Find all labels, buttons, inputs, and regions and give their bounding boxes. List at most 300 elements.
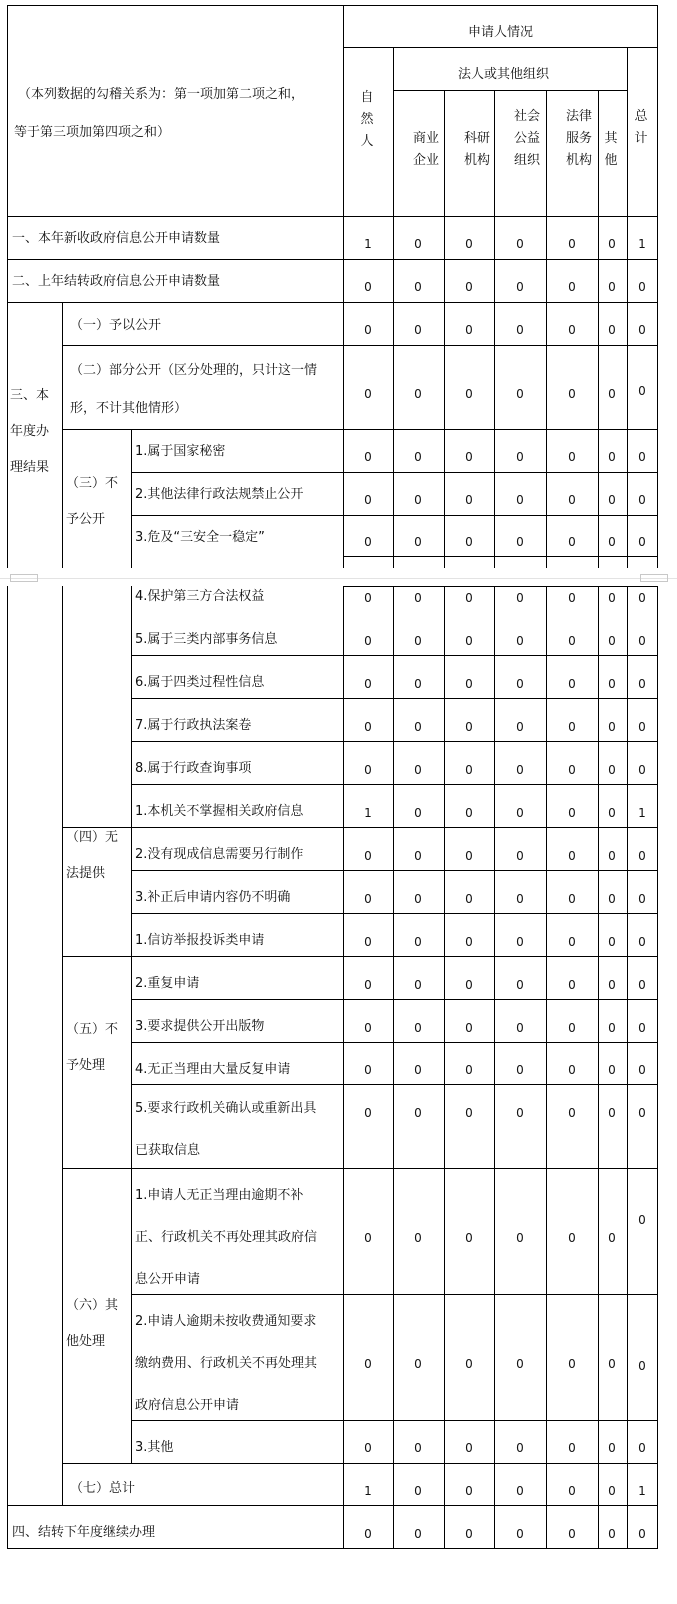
col-line-4 (546, 90, 547, 569)
label-line-header (7, 216, 344, 217)
cell-row-24-col-6: 0 (638, 1527, 646, 1541)
cell-row-16-col-0: 0 (364, 978, 372, 992)
cell-row-2-col-1: 0 (414, 323, 422, 337)
cell-row-19-col-0: 0 (364, 1106, 372, 1120)
cell-row-21-col-3: 0 (516, 1357, 524, 1371)
cell-row-21-col-2: 0 (465, 1357, 473, 1371)
cell-row-20-col-3: 0 (516, 1231, 524, 1245)
row-label-17: 3.要求提供公开出版物 (135, 1019, 265, 1034)
cell-row-6-col-0: 0 (364, 535, 372, 549)
cell-row-11-col-3: 0 (516, 763, 524, 777)
cell-row-13-col-6: 0 (638, 849, 646, 863)
cell-row-19-col-6: 0 (638, 1106, 646, 1120)
cell-row-8-col-0: 0 (364, 634, 372, 648)
label-vline-g3 (131, 429, 132, 569)
row-line (343, 1505, 658, 1506)
cell-row-10-col-1: 0 (414, 720, 422, 734)
cell-row-5-col-1: 0 (414, 493, 422, 507)
cell-row-3-col-2: 0 (465, 387, 473, 401)
cell-row-19-col-3: 0 (516, 1106, 524, 1120)
cell-row-14-col-6: 0 (638, 892, 646, 906)
cell-row-7-col-0: 0 (364, 591, 372, 605)
cell-row-16-col-4: 0 (568, 978, 576, 992)
cell-row-10-col-3: 0 (516, 720, 524, 734)
cell-row-20-col-0: 0 (364, 1231, 372, 1245)
row-line (343, 1168, 658, 1169)
cell-row-12-col-4: 0 (568, 806, 576, 820)
row-label-5: 2.其他法律行政法规禁止公开 (135, 487, 304, 502)
cell-row-4-col-4: 0 (568, 450, 576, 464)
cell-row-22-col-0: 0 (364, 1441, 372, 1455)
group-2-line-1: （二）部分公开（区分处理的，只计这一情 (70, 363, 318, 378)
row-line (343, 1294, 658, 1295)
col-line-b2 (444, 586, 445, 1549)
cell-row-18-col-3: 0 (516, 1063, 524, 1077)
page-break-line (0, 578, 677, 579)
cell-row-9-col-6: 0 (638, 677, 646, 691)
cell-row-0-col-3: 0 (516, 237, 524, 251)
cell-row-18-col-4: 0 (568, 1063, 576, 1077)
column-header-1: 商业企业 (412, 131, 439, 168)
cell-row-9-col-0: 0 (364, 677, 372, 691)
cell-row-15-col-5: 0 (608, 935, 616, 949)
cell-row-1-col-6: 0 (638, 280, 646, 294)
cell-row-7-col-1: 0 (414, 591, 422, 605)
cell-row-6-col-3: 0 (516, 535, 524, 549)
row-line (343, 1463, 658, 1464)
cell-row-3-col-0: 0 (364, 387, 372, 401)
cell-row-14-col-2: 0 (465, 892, 473, 906)
label-line-sub (131, 741, 344, 742)
cell-row-23-col-5: 0 (608, 1484, 616, 1498)
cell-row-3-col-6: 0 (638, 384, 646, 398)
table-right-border-2 (657, 586, 658, 1549)
cell-row-24-col-5: 0 (608, 1527, 616, 1541)
cell-row-23-col-6: 1 (638, 1484, 646, 1498)
page-break-marker-right (640, 574, 668, 582)
cell-row-13-col-0: 0 (364, 849, 372, 863)
cell-row-13-col-5: 0 (608, 849, 616, 863)
cell-row-20-col-6: 0 (638, 1213, 646, 1227)
cell-row-9-col-5: 0 (608, 677, 616, 691)
col-line-1b (393, 586, 394, 1549)
cell-row-9-col-2: 0 (465, 677, 473, 691)
cell-row-8-col-2: 0 (465, 634, 473, 648)
label-line-sub (131, 698, 344, 699)
cell-row-1-col-5: 0 (608, 280, 616, 294)
cell-row-7-col-6: 0 (638, 591, 646, 605)
col-line-7b (627, 586, 628, 1549)
column-header-6: 总计 (634, 109, 648, 146)
group-7-label: （七）总计 (70, 1481, 136, 1496)
row-label-21-line-2: 政府信息公开申请 (135, 1398, 240, 1413)
note-line-2: 等于第三项加第四项之和） (14, 125, 171, 140)
row-line (343, 741, 658, 742)
cell-row-5-col-5: 0 (608, 493, 616, 507)
cell-row-22-col-5: 0 (608, 1441, 616, 1455)
cell-row-1-col-4: 0 (568, 280, 576, 294)
row-line (343, 556, 658, 557)
cell-row-5-col-2: 0 (465, 493, 473, 507)
column-header-2: 科研机构 (463, 131, 490, 168)
label-line-sub (131, 515, 344, 516)
label-line-g1 (62, 345, 344, 346)
label-line-r1 (7, 259, 344, 260)
label-line-sub (131, 1294, 344, 1295)
cell-row-20-col-4: 0 (568, 1231, 576, 1245)
row-line (343, 870, 658, 871)
group-1-label: （一）予以公开 (70, 318, 162, 333)
cell-row-14-col-1: 0 (414, 892, 422, 906)
group-6-label: （六）其他处理 (66, 1298, 119, 1349)
row-line-page-start (343, 586, 658, 587)
cell-row-8-col-5: 0 (608, 634, 616, 648)
cell-row-7-col-3: 0 (516, 591, 524, 605)
table-top-border (7, 5, 658, 6)
cell-row-6-col-5: 0 (608, 535, 616, 549)
cell-row-3-col-5: 0 (608, 387, 616, 401)
row-label-24: 四、结转下年度继续办理 (12, 1525, 156, 1540)
row-label-21-line-1: 缴纳费用、行政机关不再处理其 (135, 1356, 318, 1371)
label-line-sub (131, 1042, 344, 1043)
cell-row-11-col-5: 0 (608, 763, 616, 777)
applicant-situation-header: 申请人情况 (468, 25, 534, 40)
row-label-18: 4.无正当理由大量反复申请 (135, 1062, 291, 1077)
col-line-5 (598, 90, 599, 569)
row-label-11: 8.属于行政查询事项 (135, 761, 252, 776)
label-vline-s3b (62, 586, 63, 1506)
label-vline-s3 (62, 302, 63, 569)
row-line (343, 1084, 658, 1085)
table-left-border-2 (7, 586, 8, 1549)
row-label-9: 6.属于四类过程性信息 (135, 675, 265, 690)
cell-row-11-col-0: 0 (364, 763, 372, 777)
row-line (343, 216, 658, 217)
cell-row-18-col-0: 0 (364, 1063, 372, 1077)
cell-row-7-col-2: 0 (465, 591, 473, 605)
cell-row-6-col-4: 0 (568, 535, 576, 549)
row-line (343, 999, 658, 1000)
cell-row-23-col-3: 0 (516, 1484, 524, 1498)
row-label-20-line-1: 正、行政机关不再处理其政府信 (135, 1230, 318, 1245)
label-line-sub (131, 784, 344, 785)
cell-row-4-col-0: 0 (364, 450, 372, 464)
cell-row-10-col-4: 0 (568, 720, 576, 734)
cell-row-11-col-2: 0 (465, 763, 473, 777)
column-header-0: 自然人 (360, 90, 374, 149)
row-label-10: 7.属于行政执法案卷 (135, 718, 252, 733)
row-line (343, 827, 658, 828)
cell-row-15-col-6: 0 (638, 935, 646, 949)
cell-row-19-col-1: 0 (414, 1106, 422, 1120)
cell-row-0-col-4: 0 (568, 237, 576, 251)
cell-row-8-col-6: 0 (638, 634, 646, 648)
cell-row-9-col-1: 0 (414, 677, 422, 691)
cell-row-5-col-6: 0 (638, 493, 646, 507)
row-label-8: 5.属于三类内部事务信息 (135, 632, 278, 647)
cell-row-7-col-5: 0 (608, 591, 616, 605)
cell-row-2-col-3: 0 (516, 323, 524, 337)
cell-row-12-col-3: 0 (516, 806, 524, 820)
label-line-sub (131, 999, 344, 1000)
row-line (343, 913, 658, 914)
column-header-4: 法律服务机构 (565, 109, 592, 168)
cell-row-9-col-3: 0 (516, 677, 524, 691)
table-left-border (7, 5, 8, 569)
cell-row-21-col-4: 0 (568, 1357, 576, 1371)
cell-row-22-col-6: 0 (638, 1441, 646, 1455)
cell-row-16-col-6: 0 (638, 978, 646, 992)
cell-row-24-col-3: 0 (516, 1527, 524, 1541)
cell-row-22-col-4: 0 (568, 1441, 576, 1455)
cell-row-17-col-1: 0 (414, 1021, 422, 1035)
page-break-gap (0, 568, 677, 586)
cell-row-8-col-4: 0 (568, 634, 576, 648)
cell-row-8-col-1: 0 (414, 634, 422, 648)
cell-row-13-col-3: 0 (516, 849, 524, 863)
cell-row-0-col-0: 1 (364, 237, 372, 251)
row-label-4: 1.属于国家秘密 (135, 444, 226, 459)
cell-row-17-col-6: 0 (638, 1021, 646, 1035)
cell-row-4-col-6: 0 (638, 450, 646, 464)
cell-row-2-col-4: 0 (568, 323, 576, 337)
cell-row-3-col-3: 0 (516, 387, 524, 401)
cell-row-3-col-4: 0 (568, 387, 576, 401)
row-line (343, 302, 658, 303)
cell-row-5-col-3: 0 (516, 493, 524, 507)
group-5-label: （五）不予处理 (66, 1022, 119, 1073)
cell-row-16-col-1: 0 (414, 978, 422, 992)
cell-row-20-col-5: 0 (608, 1231, 616, 1245)
header-line-2 (393, 90, 628, 91)
cell-row-10-col-0: 0 (364, 720, 372, 734)
row-line (343, 472, 658, 473)
cell-row-18-col-1: 0 (414, 1063, 422, 1077)
label-line-g2 (62, 429, 344, 430)
row-label-6: 3.危及“三安全一稳定” (135, 530, 265, 545)
row-label-15: 1.信访举报投诉类申请 (135, 933, 265, 948)
row-label-1: 二、上年结转政府信息公开申请数量 (12, 274, 221, 289)
row-line (343, 345, 658, 346)
note-line-1: （本列数据的勾稽关系为：第一项加第二项之和， (18, 87, 305, 102)
col-line-1 (393, 47, 394, 569)
cell-row-15-col-4: 0 (568, 935, 576, 949)
table-right-border (657, 5, 658, 569)
label-line-sub (131, 472, 344, 473)
row-line (343, 655, 658, 656)
cell-row-12-col-6: 1 (638, 806, 646, 820)
header-col-divider (343, 5, 344, 569)
cell-row-22-col-1: 0 (414, 1441, 422, 1455)
column-header-3: 社会公益组织 (513, 109, 540, 168)
row-label-12: 1.本机关不掌握相关政府信息 (135, 804, 304, 819)
cell-row-6-col-1: 0 (414, 535, 422, 549)
cell-row-13-col-2: 0 (465, 849, 473, 863)
cell-row-0-col-2: 0 (465, 237, 473, 251)
label-line-g6 (62, 1463, 344, 1464)
row-label-19-line-1: 已获取信息 (135, 1143, 201, 1158)
cell-row-2-col-6: 0 (638, 323, 646, 337)
cell-row-14-col-4: 0 (568, 892, 576, 906)
cell-row-6-col-6: 0 (638, 535, 646, 549)
cell-row-17-col-3: 0 (516, 1021, 524, 1035)
row-label-13: 2.没有现成信息需要另行制作 (135, 847, 304, 862)
cell-row-16-col-3: 0 (516, 978, 524, 992)
header-line-1 (343, 47, 658, 48)
cell-row-15-col-3: 0 (516, 935, 524, 949)
cell-row-12-col-2: 0 (465, 806, 473, 820)
legal-persons-header: 法人或其他组织 (458, 67, 550, 82)
label-line-sub (131, 1420, 344, 1421)
cell-row-10-col-6: 0 (638, 720, 646, 734)
row-line (343, 1420, 658, 1421)
row-label-16: 2.重复申请 (135, 976, 200, 991)
cell-row-14-col-3: 0 (516, 892, 524, 906)
cell-row-24-col-2: 0 (465, 1527, 473, 1541)
cell-row-17-col-5: 0 (608, 1021, 616, 1035)
label-line-g5 (62, 1168, 344, 1169)
row-label-22: 3.其他 (135, 1440, 174, 1455)
row-label-0: 一、本年新收政府信息公开申请数量 (12, 231, 221, 246)
cell-row-0-col-5: 0 (608, 237, 616, 251)
page-break-marker-left (10, 574, 38, 582)
cell-row-3-col-1: 0 (414, 387, 422, 401)
label-line-sub (131, 870, 344, 871)
row-line (343, 259, 658, 260)
label-line-sub (131, 913, 344, 914)
table-bottom-border (343, 1548, 658, 1549)
cell-row-12-col-5: 0 (608, 806, 616, 820)
group-4-label: （四）无法提供 (66, 830, 119, 881)
cell-row-15-col-0: 0 (364, 935, 372, 949)
cell-row-16-col-2: 0 (465, 978, 473, 992)
row-label-19-line-0: 5.要求行政机关确认或重新出具 (135, 1101, 317, 1116)
cell-row-4-col-2: 0 (465, 450, 473, 464)
cell-row-2-col-2: 0 (465, 323, 473, 337)
cell-row-12-col-0: 1 (364, 806, 372, 820)
row-line (343, 1042, 658, 1043)
cell-row-15-col-1: 0 (414, 935, 422, 949)
row-label-14: 3.补正后申请内容仍不明确 (135, 890, 291, 905)
cell-row-1-col-3: 0 (516, 280, 524, 294)
cell-row-10-col-5: 0 (608, 720, 616, 734)
cell-row-10-col-2: 0 (465, 720, 473, 734)
row-label-20-line-0: 1.申请人无正当理由逾期不补 (135, 1188, 304, 1203)
cell-row-17-col-4: 0 (568, 1021, 576, 1035)
cell-row-17-col-2: 0 (465, 1021, 473, 1035)
cell-row-16-col-5: 0 (608, 978, 616, 992)
cell-row-21-col-5: 0 (608, 1357, 616, 1371)
cell-row-21-col-0: 0 (364, 1357, 372, 1371)
cell-row-11-col-6: 0 (638, 763, 646, 777)
cell-row-11-col-1: 0 (414, 763, 422, 777)
cell-row-9-col-4: 0 (568, 677, 576, 691)
label-line-r2 (7, 302, 344, 303)
cell-row-13-col-1: 0 (414, 849, 422, 863)
row-line (343, 429, 658, 430)
section-3-title: 三、本年度办理结果 (10, 388, 50, 475)
col-line-b3 (494, 586, 495, 1549)
label-line-sub (131, 655, 344, 656)
cell-row-4-col-1: 0 (414, 450, 422, 464)
cell-row-6-col-2: 0 (465, 535, 473, 549)
cell-row-5-col-4: 0 (568, 493, 576, 507)
cell-row-1-col-0: 0 (364, 280, 372, 294)
cell-row-23-col-2: 0 (465, 1484, 473, 1498)
cell-row-23-col-1: 0 (414, 1484, 422, 1498)
label-vline-g3b (131, 586, 132, 1464)
col-line-b5 (598, 586, 599, 1549)
column-header-5: 其他 (604, 131, 618, 168)
cell-row-1-col-2: 0 (465, 280, 473, 294)
cell-row-19-col-2: 0 (465, 1106, 473, 1120)
cell-row-24-col-0: 0 (364, 1527, 372, 1541)
cell-row-23-col-4: 0 (568, 1484, 576, 1498)
cell-row-4-col-5: 0 (608, 450, 616, 464)
cell-row-18-col-5: 0 (608, 1063, 616, 1077)
cell-row-24-col-4: 0 (568, 1527, 576, 1541)
cell-row-1-col-1: 0 (414, 280, 422, 294)
cell-row-23-col-0: 1 (364, 1484, 372, 1498)
cell-row-18-col-2: 0 (465, 1063, 473, 1077)
col-line-3 (494, 90, 495, 569)
label-bottom (7, 1548, 344, 1549)
cell-row-5-col-0: 0 (364, 493, 372, 507)
cell-row-2-col-5: 0 (608, 323, 616, 337)
cell-row-19-col-5: 0 (608, 1106, 616, 1120)
cell-row-15-col-2: 0 (465, 935, 473, 949)
cell-row-2-col-0: 0 (364, 323, 372, 337)
cell-row-0-col-6: 1 (638, 237, 646, 251)
row-line (343, 956, 658, 957)
col-line-2 (444, 90, 445, 569)
cell-row-18-col-6: 0 (638, 1063, 646, 1077)
group-2-line-2: 形，不计其他情形） (70, 401, 188, 416)
header-col-divider-2 (343, 586, 344, 1549)
cell-row-12-col-1: 0 (414, 806, 422, 820)
cell-row-22-col-3: 0 (516, 1441, 524, 1455)
cell-row-0-col-1: 0 (414, 237, 422, 251)
col-line-b4 (546, 586, 547, 1549)
cell-row-7-col-4: 0 (568, 591, 576, 605)
label-line-sub (131, 1084, 344, 1085)
cell-row-17-col-0: 0 (364, 1021, 372, 1035)
cell-row-21-col-6: 0 (638, 1359, 646, 1373)
cell-row-8-col-3: 0 (516, 634, 524, 648)
cell-row-13-col-4: 0 (568, 849, 576, 863)
cell-row-14-col-5: 0 (608, 892, 616, 906)
row-line (343, 784, 658, 785)
group-3-label: （三）不予公开 (66, 476, 119, 527)
cell-row-24-col-1: 0 (414, 1527, 422, 1541)
cell-row-11-col-4: 0 (568, 763, 576, 777)
cell-row-21-col-1: 0 (414, 1357, 422, 1371)
row-line (343, 698, 658, 699)
cell-row-19-col-4: 0 (568, 1106, 576, 1120)
label-line-total (7, 1505, 344, 1506)
row-label-20-line-2: 息公开申请 (135, 1272, 201, 1287)
row-label-7: 4.保护第三方合法权益 (135, 589, 265, 604)
row-label-21-line-0: 2.申请人逾期未按收费通知要求 (135, 1314, 317, 1329)
row-line (343, 515, 658, 516)
cell-row-14-col-0: 0 (364, 892, 372, 906)
cell-row-20-col-2: 0 (465, 1231, 473, 1245)
cell-row-4-col-3: 0 (516, 450, 524, 464)
col-line-7 (627, 47, 628, 569)
label-line-g4 (62, 956, 344, 957)
cell-row-22-col-2: 0 (465, 1441, 473, 1455)
cell-row-20-col-1: 0 (414, 1231, 422, 1245)
